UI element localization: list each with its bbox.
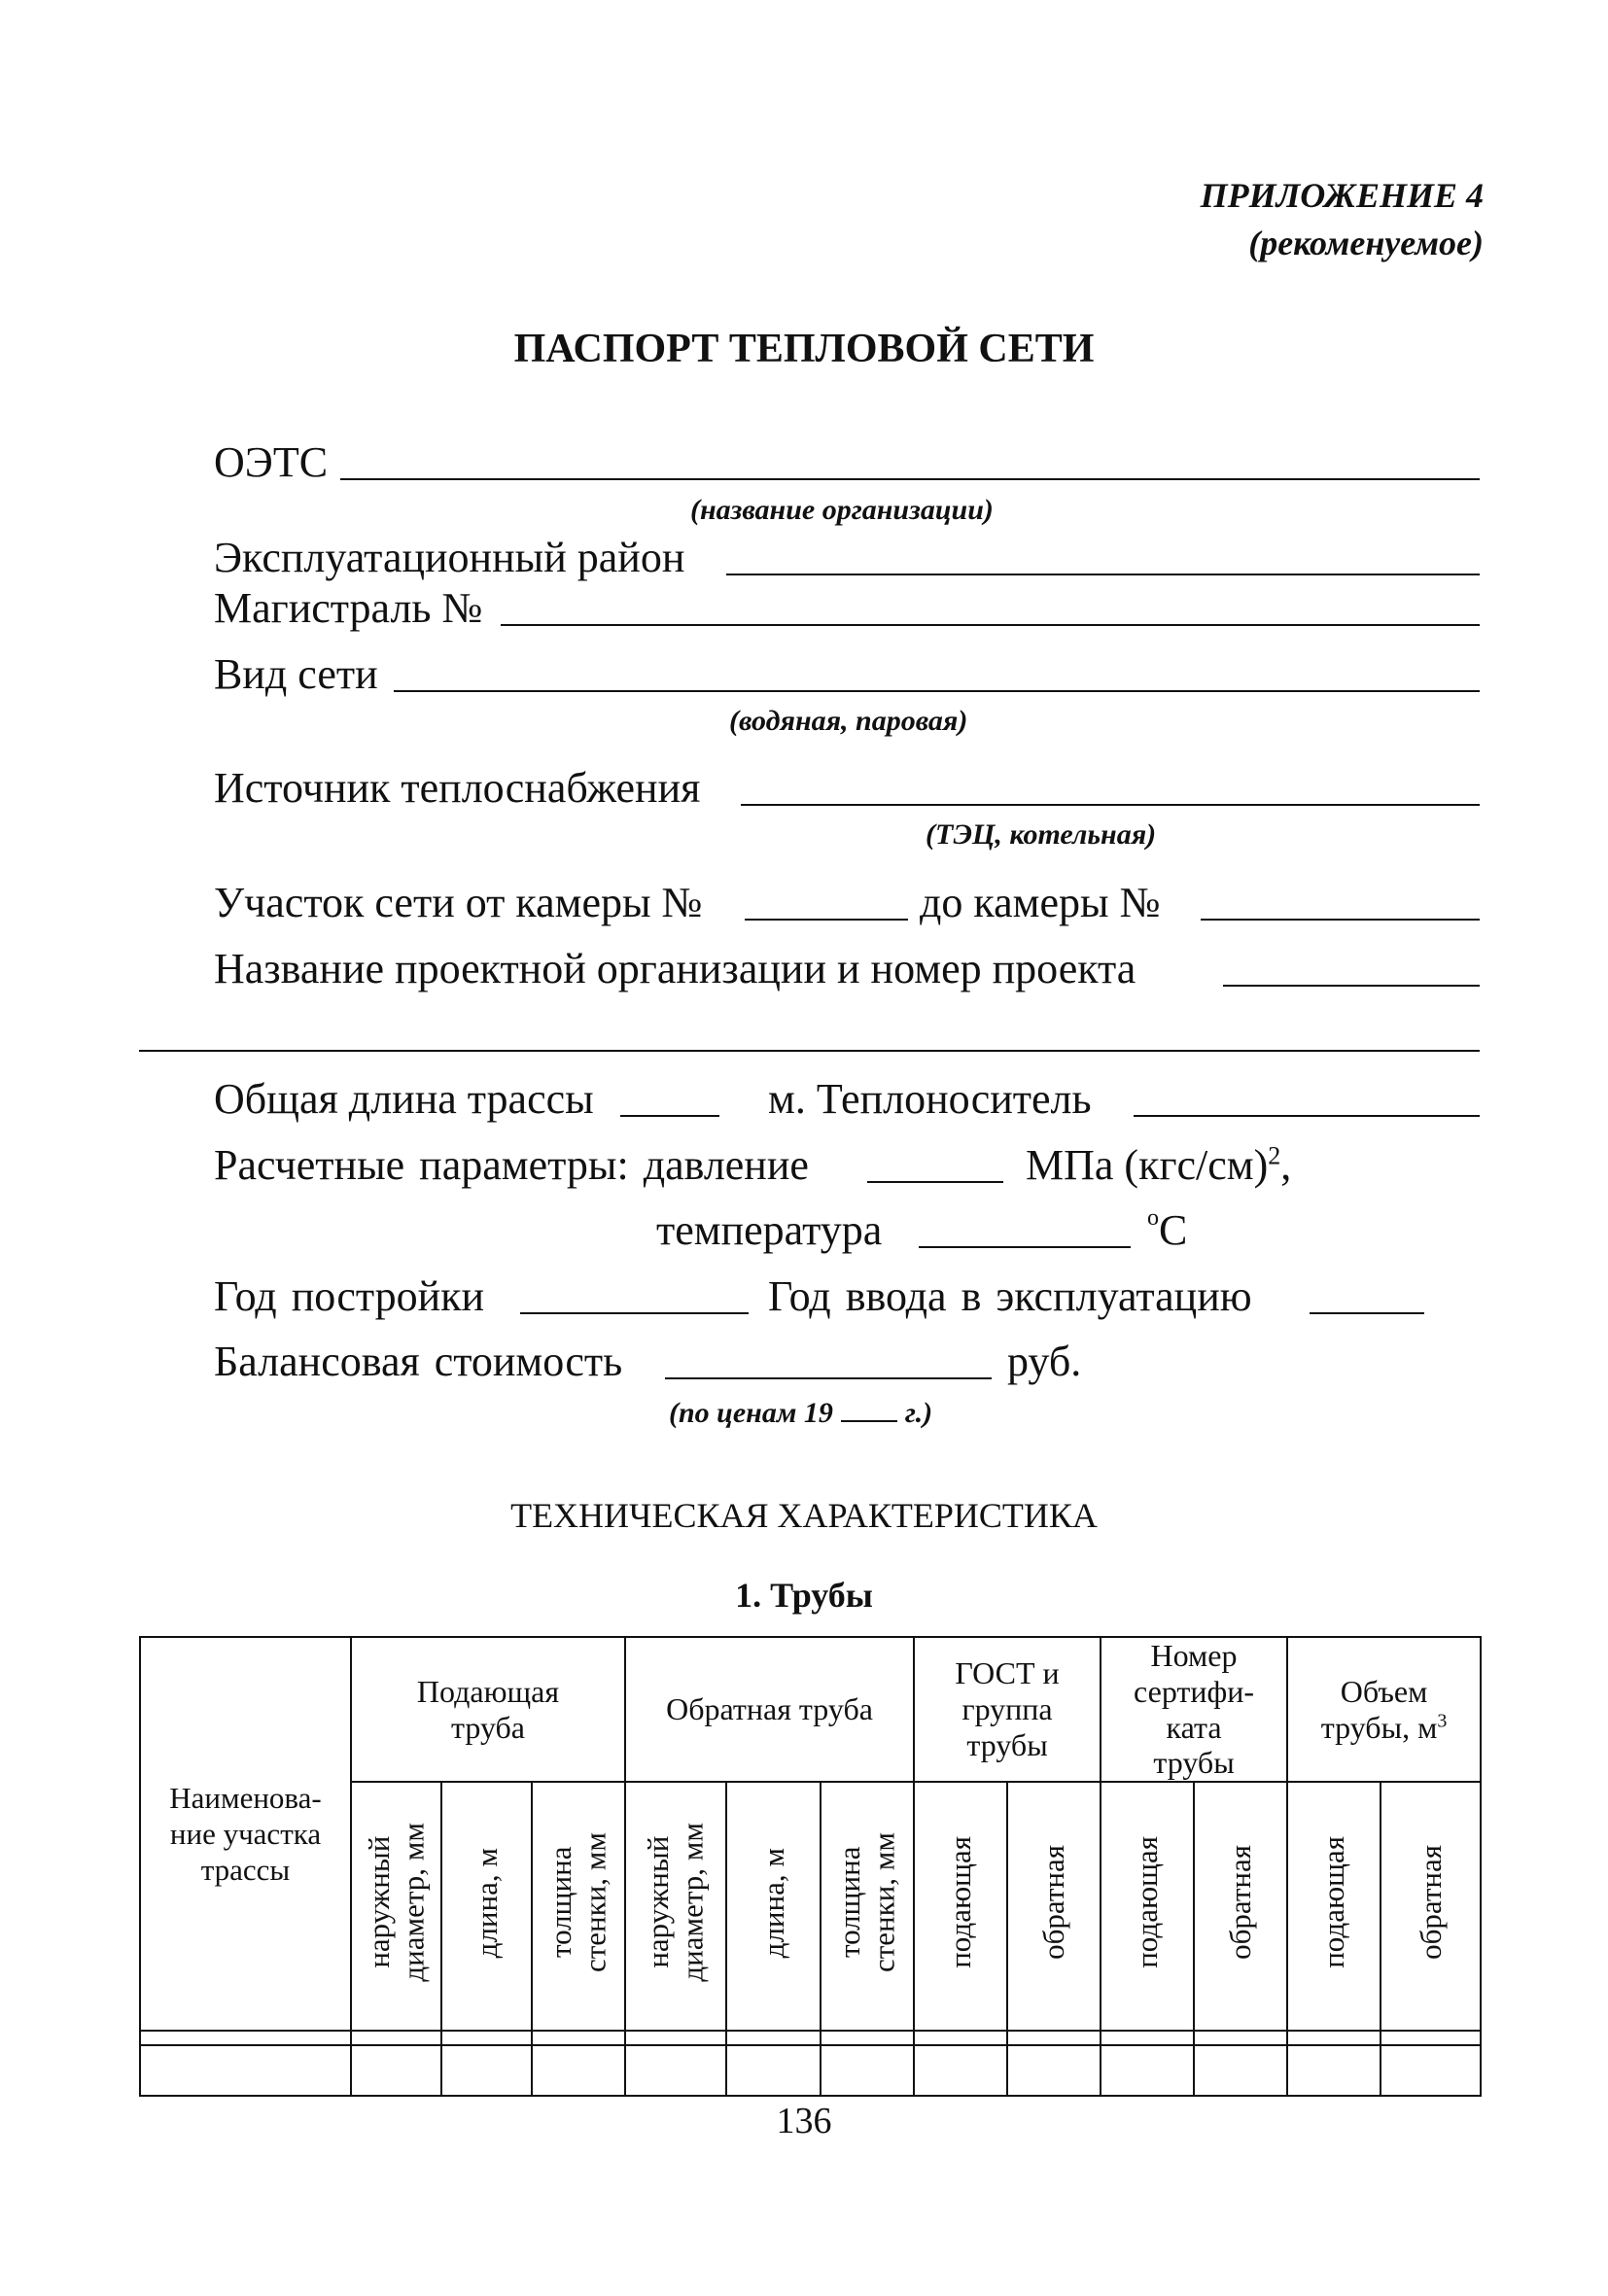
table-cell[interactable]: [1101, 2045, 1194, 2096]
table-cell[interactable]: [625, 2045, 726, 2096]
design-org-label: Название проектной организации и номер проекта: [214, 945, 1136, 992]
section-from-fill-line[interactable]: [745, 919, 908, 921]
table-cell[interactable]: [140, 2045, 351, 2096]
book-value-label: Балансовая стоимость: [214, 1338, 623, 1385]
table-row: [140, 2045, 1481, 2096]
table-cell: [625, 2031, 726, 2045]
design-params-label: Расчетные параметры: давление: [214, 1141, 809, 1189]
sub-gost-return: [1007, 1782, 1101, 2031]
district-fill-line[interactable]: [726, 574, 1480, 575]
book-value-fill-line[interactable]: [665, 1377, 992, 1379]
sub-cert-return: [1194, 1782, 1287, 2031]
table-cell[interactable]: [532, 2045, 625, 2096]
sub-supply-length: [441, 1782, 532, 2031]
oets-caption: (название организации): [690, 494, 994, 526]
sub-supply-wall: [532, 1782, 625, 2031]
year-commissioned-fill-line[interactable]: [1310, 1312, 1424, 1314]
network-type-fill-line[interactable]: [394, 690, 1480, 692]
table-cell[interactable]: [351, 2045, 441, 2096]
table-spacer-row: [140, 2031, 1481, 2045]
table-cell: [1287, 2031, 1381, 2045]
pressure-unit-sup: 2: [1268, 1141, 1281, 1170]
temperature-degree: o: [1147, 1205, 1159, 1232]
total-length-fill-line[interactable]: [620, 1115, 719, 1117]
district-label: Эксплуатационный район: [214, 534, 685, 581]
group-gost: ГОСТ и группа трубы: [914, 1637, 1101, 1782]
sub-supply-wall-line2: стенки, мм: [578, 1832, 612, 1973]
coolant-label: м. Теплоноситель: [768, 1075, 1092, 1123]
table-cell: [140, 2031, 351, 2045]
section-to-label: до камеры №: [920, 879, 1161, 926]
table-cell: [441, 2031, 532, 2045]
sub-supply-outer-diameter-line2: диаметр, мм: [396, 1823, 431, 1983]
oets-fill-line[interactable]: [340, 478, 1480, 480]
group-volume-sup: 3: [1437, 1709, 1448, 1731]
pipes-table: [139, 1636, 1482, 2097]
sub-volume-return: [1381, 1782, 1481, 2031]
table-cell: [821, 2031, 914, 2045]
table-cell: [532, 2031, 625, 2045]
sub-return-wall: [821, 1782, 914, 2031]
design-org-fill-line-2[interactable]: [139, 1050, 1480, 1052]
sub-return-wall-line1: толщина: [832, 1847, 867, 1959]
group-volume: [1287, 1637, 1481, 1782]
sub-volume-supply-text: подающая: [1316, 1836, 1351, 1969]
page-title: ПАСПОРТ ТЕПЛОВОЙ СЕТИ: [513, 327, 1095, 371]
sub-gost-supply: [914, 1782, 1007, 2031]
table-cell: [1381, 2031, 1481, 2045]
prices-caption-start: (по ценам 19: [669, 1397, 833, 1429]
temperature-label: температура: [656, 1206, 883, 1254]
sub-supply-wall-text: [543, 1832, 612, 1972]
sub-cert-return-text: обратная: [1223, 1845, 1258, 1961]
table-cell: [726, 2031, 821, 2045]
table-cell: [1194, 2031, 1287, 2045]
sub-return-outer-diameter-line2: диаметр, мм: [676, 1823, 710, 1983]
coolant-fill-line[interactable]: [1134, 1115, 1480, 1117]
temperature-unit: [1147, 1205, 1187, 1255]
group-return: Обратная труба: [625, 1637, 914, 1782]
table-title: 1. Трубы: [735, 1576, 873, 1615]
network-type-label: Вид сети: [214, 650, 378, 698]
sub-cert-supply-text: подающая: [1130, 1836, 1165, 1969]
prices-caption-end: г.): [904, 1397, 933, 1429]
sub-cert-supply: [1101, 1782, 1194, 2031]
year-built-fill-line[interactable]: [520, 1312, 749, 1314]
sub-return-length-text: длина, м: [755, 1847, 790, 1958]
sub-return-wall-text: [832, 1832, 901, 1972]
prices-year-fill-line[interactable]: [841, 1399, 897, 1422]
network-type-caption: (водяная, паровая): [729, 705, 968, 737]
section-to-fill-line[interactable]: [1201, 919, 1480, 921]
sub-volume-return-text: обратная: [1413, 1845, 1448, 1961]
group-supply: Подающая труба: [351, 1637, 625, 1782]
temperature-fill-line[interactable]: [919, 1246, 1131, 1248]
sub-gost-return-text: обратная: [1036, 1845, 1071, 1961]
table-cell[interactable]: [914, 2045, 1007, 2096]
section-from-label: Участок сети от камеры №: [214, 879, 703, 926]
prices-caption: [669, 1397, 932, 1430]
table-cell: [351, 2031, 441, 2045]
heat-source-caption: (ТЭЦ, котельная): [926, 818, 1157, 851]
sub-return-wall-line2: стенки, мм: [867, 1832, 902, 1973]
table-cell[interactable]: [441, 2045, 532, 2096]
main-line-label: Магистраль №: [214, 584, 483, 632]
sub-volume-supply: [1287, 1782, 1381, 2031]
table-cell[interactable]: [1007, 2045, 1101, 2096]
section-title: ТЕХНИЧЕСКАЯ ХАРАКТЕРИСТИКА: [510, 1496, 1098, 1535]
heat-source-fill-line[interactable]: [741, 804, 1480, 806]
year-built-label: Год постройки: [214, 1272, 485, 1320]
sub-supply-outer-diameter-text: [362, 1823, 431, 1982]
main-line-fill-line[interactable]: [501, 624, 1480, 626]
table-header-row-1: [140, 1637, 1481, 1782]
currency-label: руб.: [1007, 1338, 1082, 1385]
pressure-unit-text: МПа (кгс/см): [1026, 1141, 1269, 1189]
pressure-unit-tail: ,: [1280, 1141, 1292, 1189]
table-cell[interactable]: [726, 2045, 821, 2096]
sub-return-outer-diameter: [625, 1782, 726, 2031]
sub-gost-supply-text: подающая: [943, 1836, 978, 1969]
table-cell: [914, 2031, 1007, 2045]
pressure-unit: [1026, 1140, 1291, 1190]
year-commissioned-label: Год ввода в эксплуатацию: [768, 1272, 1252, 1320]
table-cell: [1007, 2031, 1101, 2045]
sub-supply-outer-diameter-line1: наружный: [361, 1836, 396, 1969]
group-volume-text: Объем трубы, м: [1320, 1673, 1438, 1745]
pressure-fill-line[interactable]: [867, 1181, 1003, 1183]
heat-source-label: Источник теплоснабжения: [214, 764, 701, 812]
design-org-fill-line[interactable]: [1223, 985, 1480, 987]
sub-supply-outer-diameter: [351, 1782, 441, 2031]
total-length-label: Общая длина трассы: [214, 1075, 594, 1123]
col-section-name: Наименова-ние участка трассы: [140, 1637, 351, 2031]
sub-supply-wall-line1: толщина: [543, 1847, 578, 1959]
table-cell[interactable]: [1287, 2045, 1381, 2096]
appendix-title: ПРИЛОЖЕНИЕ 4: [1200, 176, 1484, 215]
table-cell[interactable]: [821, 2045, 914, 2096]
table-cell[interactable]: [1194, 2045, 1287, 2096]
group-cert: Номер сертифи-ката трубы: [1101, 1637, 1287, 1782]
table-cell[interactable]: [1381, 2045, 1481, 2096]
oets-label: ОЭТС: [214, 438, 329, 486]
appendix-note: (рекоменуемое): [1248, 224, 1484, 262]
table-cell: [1101, 2031, 1194, 2045]
temperature-unit-text: С: [1159, 1206, 1188, 1254]
sub-supply-length-text: длина, м: [469, 1847, 504, 1958]
page-number: 136: [776, 2101, 832, 2141]
sub-return-length: [726, 1782, 821, 2031]
sub-return-outer-diameter-text: [641, 1823, 710, 1982]
sub-return-outer-diameter-line1: наружный: [641, 1836, 676, 1969]
